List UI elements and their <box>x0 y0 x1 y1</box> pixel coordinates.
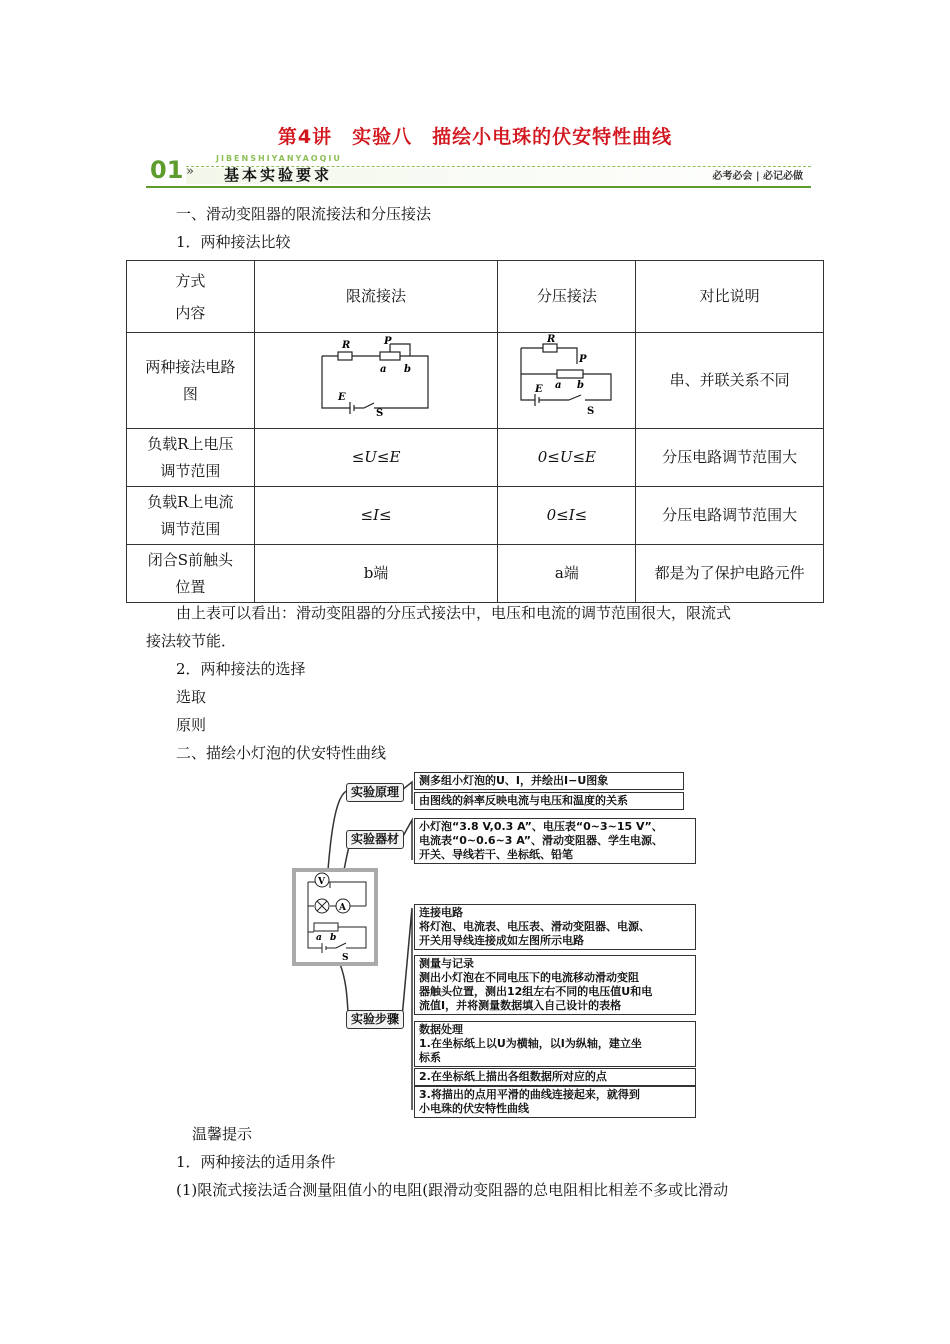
paragraph-1-line-2: 接法较节能． <box>146 632 237 650</box>
divider-E-label: E <box>534 384 543 395</box>
limit-P-label: P <box>384 336 392 347</box>
mindmap-equipment: 小灯泡“3.8 V,0.3 A”、电压表“0~3~15 V”、 电流表“0~0.6~3 A”、滑动变阻器、学生电源、 开关、导线若干、坐标纸、铅笔 <box>414 818 696 864</box>
table-header-row <box>127 261 824 333</box>
row-label: 闭合S前触头 位置 <box>127 545 255 603</box>
heading-1: 一、滑动变阻器的限流接法和分压接法 <box>176 205 432 223</box>
paragraph-2: (1)限流式接法适合测量阻值小的电阻(跟滑动变阻器的总电阻相比相差不多或比滑动 <box>176 1181 729 1199</box>
cell-limit: b端 <box>254 545 498 603</box>
divider-P-label: P <box>578 354 587 365</box>
comparison-table <box>126 260 824 603</box>
cell-note: 串、并联关系不同 <box>636 333 824 429</box>
cell-note: 分压电路调节范围大 <box>636 429 824 487</box>
table-row <box>127 333 824 429</box>
table-row <box>127 545 824 603</box>
divider-circuit-cell <box>498 333 636 429</box>
mindmap-principle-2: 由图线的斜率反映电流与电压和温度的关系 <box>414 792 684 810</box>
mm-b-label: b <box>330 933 337 943</box>
banner-arrow-icon: » <box>186 164 194 179</box>
table-corner <box>127 261 255 333</box>
table-row <box>127 487 824 545</box>
limit-R-label: R <box>342 340 351 351</box>
mm-A-label: A <box>339 903 346 913</box>
mindmap-label-equipment: 实验器材 <box>346 830 404 849</box>
banner-pinyin: JIBENSHIYANYAOQIU <box>216 154 342 163</box>
divider-b-label: b <box>576 380 584 391</box>
banner-tag: 必考必会 | 必记必做 <box>712 171 803 182</box>
mindmap-step-plot: 2.在坐标纸上描出各组数据所对应的点 <box>414 1068 696 1086</box>
col-header-1: 限流接法 <box>254 261 498 333</box>
row-label: 两种接法电路 图 <box>127 333 255 429</box>
cell-limit: ≤U≤E <box>254 429 498 487</box>
select-label: 选取 <box>176 688 207 706</box>
col-header-2: 分压接法 <box>498 261 636 333</box>
heading-2: 二、描绘小灯泡的伏安特性曲线 <box>176 744 387 762</box>
banner-section-title: 基本实验要求 <box>224 166 333 184</box>
principle-label: 原则 <box>176 716 207 734</box>
cell-note: 分压电路调节范围大 <box>636 487 824 545</box>
heading-3: 1．两种接法的适用条件 <box>176 1153 336 1171</box>
banner-number: 01 <box>150 156 184 184</box>
cell-limit: ≤I≤ <box>254 487 498 545</box>
limit-E-label: E <box>338 392 346 403</box>
limit-b-label: b <box>404 364 412 375</box>
tip-heading: 温馨提示 <box>192 1125 253 1143</box>
limit-a-label: a <box>380 364 387 375</box>
row-label: 负载R上电压 调节范围 <box>127 429 255 487</box>
divider-S-label: S <box>586 406 595 417</box>
cell-note: 都是为了保护电路元件 <box>636 545 824 603</box>
limit-circuit-diagram <box>316 336 436 416</box>
heading-1-2: 2．两种接法的选择 <box>176 660 306 678</box>
mm-V-label: V <box>318 877 325 887</box>
limit-S-label: S <box>376 408 384 416</box>
divider-a-label: a <box>554 380 562 391</box>
paragraph-1-line-1: 由上表可以看出：滑动变阻器的分压式接法中，电压和电流的调节范围很大，限流式 <box>176 604 732 622</box>
heading-1-1: 1．两种接法比较 <box>176 233 291 251</box>
cell-divider: a端 <box>498 545 636 603</box>
corner-bottom: 内容 <box>175 303 206 322</box>
mm-a-label: a <box>316 933 322 943</box>
section-banner <box>146 150 811 190</box>
cell-divider: 0≤I≤ <box>498 487 636 545</box>
divider-circuit-diagram <box>507 334 627 418</box>
cell-divider: 0≤U≤E <box>498 429 636 487</box>
mindmap-step-curve: 3.将描出的点用平滑的曲线连接起来，就得到 小电珠的伏安特性曲线 <box>414 1086 696 1118</box>
mindmap-step-process: 数据处理 1.在坐标纸上以U为横轴，以I为纵轴，建立坐 标系 <box>414 1021 696 1067</box>
col-header-3: 对比说明 <box>636 261 824 333</box>
table-row <box>127 429 824 487</box>
corner-top: 方式 <box>175 271 206 290</box>
mindmap-step-measure: 测量与记录 测出小灯泡在不同电压下的电流移动滑动变阻 器触头位置，测出12组左右不同的电压值U和电 流值I，并将测量数据填入自己设计的表格 <box>414 955 696 1015</box>
limit-circuit-cell <box>254 333 498 429</box>
row-label: 负载R上电流 调节范围 <box>127 487 255 545</box>
banner-underline <box>146 186 811 188</box>
mindmap-principle-1: 测多组小灯泡的U、I，并绘出I−U图象 <box>414 772 684 790</box>
mm-S-label: S <box>342 953 349 963</box>
page-title: 第4讲 实验八 描绘小电珠的伏安特性曲线 <box>277 126 673 148</box>
mindmap-step-connect: 连接电路 将灯泡、电流表、电压表、滑动变阻器、电源、 开关用导线连接成如左图所示电路 <box>414 904 696 950</box>
mindmap-label-steps: 实验步骤 <box>346 1010 404 1029</box>
divider-R-label: R <box>546 334 556 345</box>
mindmap-label-principle: 实验原理 <box>346 783 404 802</box>
